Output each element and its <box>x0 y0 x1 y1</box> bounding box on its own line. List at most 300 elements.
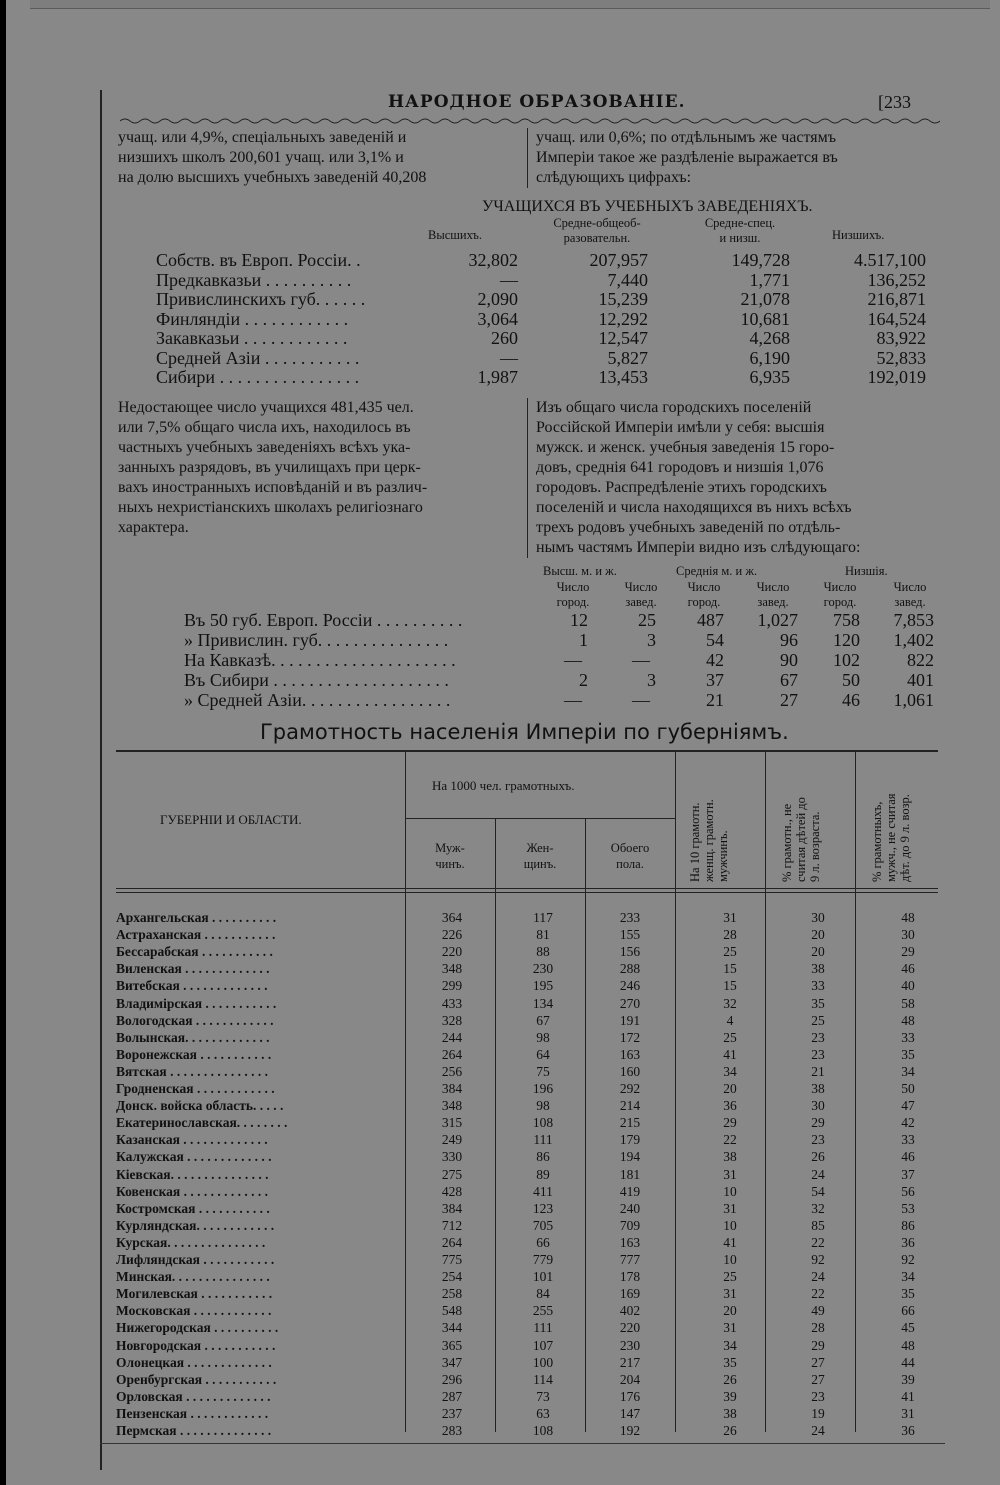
province-name: Гродненская . . . . . . . . . . . . <box>116 1081 275 1096</box>
text-line: Имперіи такое же раздѣленіе выражается въ <box>536 149 838 166</box>
text-line: учащ. или 0,6%; по отдѣльнымъ же частямъ <box>536 129 837 146</box>
table-cell: 22 <box>811 1234 825 1250</box>
table-cell: 260 <box>491 328 518 348</box>
table-cell: 6,935 <box>749 367 790 387</box>
table-row-label: Собств. въ Европ. Россіи. . <box>156 250 361 270</box>
province-name: Курляндская. . . . . . . . . . . . <box>116 1217 275 1233</box>
table-cell: 32 <box>811 1200 825 1216</box>
table-row-label: Сибири . . . . . . . . . . . . . . . . <box>156 367 360 387</box>
province-name: Могилевская . . . . . . . . . . . <box>116 1286 273 1302</box>
table-row-label: Закавказьи . . . . . . . . . . . . <box>156 328 348 348</box>
table-cell: — <box>564 690 582 710</box>
table-cell: 178 <box>619 1269 641 1285</box>
table-cell: 712 <box>441 1217 463 1233</box>
table-cell: 160 <box>619 1063 641 1079</box>
table-cell: 25 <box>811 1012 825 1028</box>
table-cell: 12,292 <box>598 308 648 329</box>
table-cell: 31 <box>723 1286 737 1302</box>
table-cell: 44 <box>901 1354 915 1370</box>
table-cell: 136,252 <box>867 269 926 290</box>
table-cell: 4,268 <box>749 328 790 348</box>
table-cell: 779 <box>532 1252 554 1267</box>
table-cell: 107 <box>532 1337 554 1353</box>
intro-right <box>536 128 838 188</box>
table-cell: 347 <box>441 1354 463 1370</box>
header-line: дѣт. до 9 л. возр. <box>898 794 912 882</box>
table-cell: 264 <box>441 1046 463 1062</box>
column-divider <box>527 128 528 188</box>
table-cell: 25 <box>723 944 737 960</box>
province-name: Донск. войска область. . . . . <box>116 1098 284 1114</box>
table-cell: 32 <box>723 995 737 1011</box>
col-ratio <box>688 799 730 882</box>
text-line: занныхъ разрядовъ, въ училищахъ при церк- <box>118 459 421 476</box>
province-name: Орловская . . . . . . . . . . . . . <box>116 1388 271 1404</box>
table-cell: 35 <box>723 1354 737 1370</box>
table-cell: 163 <box>619 1234 641 1250</box>
table-cell: 344 <box>441 1320 463 1336</box>
table-cell: 33 <box>811 978 825 994</box>
table-cell: 41 <box>723 1234 737 1250</box>
table-cell: — <box>632 690 650 710</box>
table-cell: 419 <box>619 1183 641 1199</box>
table-cell: 50 <box>842 670 860 690</box>
table-cell: 41 <box>723 1046 737 1062</box>
table-cell: 12,547 <box>598 328 648 348</box>
table-cell: 134 <box>532 995 554 1011</box>
province-name: Новгородская . . . . . . . . . . . <box>116 1337 276 1353</box>
table2-group-higher: Высш. м. и ж. <box>543 564 617 578</box>
table-cell: 255 <box>532 1303 554 1319</box>
text-line: Недостающее число учащихся 481,435 чел. <box>118 399 414 416</box>
table1-title: УЧАЩИХСЯ ВЪ УЧЕБНЫХЪ ЗАВЕДЕНІЯХЪ. <box>482 198 813 215</box>
table-cell: 48 <box>901 910 915 925</box>
text-line: вахъ иностранныхъ исповѣданій и въ различ- <box>118 479 428 496</box>
table-cell: 220 <box>441 944 463 960</box>
table-cell: 296 <box>441 1371 463 1387</box>
intro-left <box>118 128 426 188</box>
table-cell: 42 <box>901 1115 915 1131</box>
table-cell: 24 <box>811 1423 825 1438</box>
table-cell: 22 <box>723 1132 737 1148</box>
table-cell: 233 <box>619 910 641 925</box>
table-cell: 258 <box>441 1286 463 1302</box>
table2-group-secondary: Среднія м. и ж. <box>676 564 758 578</box>
table-cell: 81 <box>536 927 550 943</box>
table-row-label: » Средней Азіи. . . . . . . . . . . . . . . . . <box>184 690 451 710</box>
col-both: Обоего пола. <box>610 841 650 871</box>
header-line: 9 л. возраста. <box>808 811 822 882</box>
table-row-label: Финляндіи . . . . . . . . . . . . <box>156 308 349 329</box>
table2-group-lower: Низшія. <box>845 564 888 578</box>
table-cell: 39 <box>723 1388 737 1404</box>
table-cell: 35 <box>901 1286 915 1302</box>
text-line: поселеній и числа находящихся въ нихъ всѣхъ <box>536 499 852 516</box>
table-cell: 49 <box>811 1303 825 1319</box>
table-cell: 149,728 <box>731 250 790 270</box>
table-cell: 775 <box>441 1252 463 1267</box>
table-cell: 92 <box>811 1252 825 1267</box>
table-cell: 1 <box>579 630 588 650</box>
table1-col-lower: Низшихъ. <box>832 228 885 242</box>
table-cell: 6,190 <box>749 347 790 368</box>
table-cell: 54 <box>811 1183 825 1199</box>
table-row-label: Въ 50 губ. Европ. Россіи . . . . . . . . . . <box>184 610 463 630</box>
table-cell: 26 <box>811 1149 825 1165</box>
header-line: мужч., не считая <box>884 793 898 882</box>
table-cell: 226 <box>441 927 463 943</box>
table-cell: 38 <box>811 1081 825 1096</box>
literacy-head-rule-2 <box>116 892 938 893</box>
literacy-top-rule <box>116 750 938 752</box>
table-cell: 19 <box>811 1405 825 1421</box>
table-cell: 98 <box>536 1029 550 1045</box>
table-cell: 2,090 <box>477 289 518 309</box>
province-name: Владимірская . . . . . . . . . . . <box>116 995 277 1011</box>
table-cell: 29 <box>901 944 915 960</box>
table-cell: 111 <box>533 1320 553 1336</box>
book-page <box>100 70 945 1455</box>
table-cell: 758 <box>833 610 860 630</box>
table-cell: 264 <box>441 1234 463 1250</box>
table-cell: 13,453 <box>598 367 648 387</box>
table-cell: — <box>564 650 582 670</box>
table-cell: 487 <box>697 610 724 630</box>
table1-col-higher: Высшихъ. <box>428 228 482 242</box>
header-line: женщ. грамотн. <box>702 799 716 882</box>
table-cell: 31 <box>723 910 737 925</box>
table-cell: 100 <box>532 1354 554 1370</box>
header-line: На 10 грамотн. <box>688 802 702 882</box>
table-cell: 108 <box>532 1423 554 1438</box>
table-cell: 28 <box>723 927 737 943</box>
table-cell: 34 <box>901 1269 915 1285</box>
header-line: % грамотныхъ, <box>870 801 884 882</box>
table-cell: 3 <box>647 670 656 690</box>
table-cell: 195 <box>532 978 554 994</box>
table-cell: 101 <box>532 1269 554 1285</box>
table-cell: 1,771 <box>749 269 790 290</box>
province-name: Костромская . . . . . . . . . . . <box>116 1200 270 1216</box>
province-name: Пензенская . . . . . . . . . . . . <box>116 1405 269 1421</box>
text-line: трехъ родовъ учебныхъ заведеній по отдѣль- <box>536 519 841 536</box>
table-cell: 155 <box>619 927 641 943</box>
table-cell: 15,239 <box>598 289 648 309</box>
table-cell: 35 <box>901 1046 915 1062</box>
table-cell: 31 <box>723 1166 737 1182</box>
table-cell: 21,078 <box>740 289 790 309</box>
table-cell: 36 <box>901 1234 915 1250</box>
table-cell: 46 <box>842 690 860 710</box>
text-line: частныхъ учебныхъ заведеніяхъ всѣхъ ука- <box>118 439 411 456</box>
text-line: нымъ частямъ Имперіи видно изъ слѣдующаго: <box>536 539 861 556</box>
table-cell: 27 <box>780 690 798 710</box>
table-cell: 246 <box>619 978 641 994</box>
table-cell: 32,802 <box>468 250 518 270</box>
table-cell: 230 <box>532 961 554 977</box>
table-cell: 411 <box>533 1183 553 1199</box>
table-cell: 27 <box>811 1371 825 1387</box>
table-cell: 67 <box>536 1012 550 1028</box>
table-cell: 1,027 <box>757 610 798 630</box>
table-cell: 38 <box>723 1149 737 1165</box>
table-cell: 47 <box>901 1098 915 1114</box>
table-cell: 117 <box>533 910 553 925</box>
table-cell: 1,987 <box>477 367 518 387</box>
province-name: Воронежская . . . . . . . . . . . <box>116 1046 272 1062</box>
table-cell: 822 <box>907 650 934 670</box>
table-cell: 240 <box>619 1200 641 1216</box>
text-line: низшихъ школъ 200,601 учащ. или 3,1% и <box>118 149 404 166</box>
table-cell: 37 <box>901 1166 915 1182</box>
text-line: или 7,5% общаго числа ихъ, находилось въ <box>118 419 411 436</box>
table-cell: 27 <box>811 1354 825 1370</box>
table-cell: 220 <box>619 1320 641 1336</box>
table-cell: 29 <box>723 1115 737 1131</box>
text-line: городовъ. Распредѣленіе этихъ городскихъ <box>536 479 827 496</box>
table-cell: 86 <box>536 1149 550 1165</box>
table-cell: 20 <box>723 1303 737 1319</box>
table-cell: 48 <box>901 1012 915 1028</box>
col-pct-men <box>870 793 912 882</box>
province-name: Ковенская . . . . . . . . . . . . . <box>116 1183 268 1199</box>
table-cell: 287 <box>441 1388 463 1404</box>
col-divider <box>495 818 496 1432</box>
province-name: Калужская . . . . . . . . . . . . . <box>116 1149 272 1165</box>
table-cell: 45 <box>901 1320 915 1336</box>
table2-subheader: Число город. <box>556 580 590 609</box>
table-cell: 26 <box>723 1371 737 1387</box>
table-cell: 364 <box>441 910 463 925</box>
text-line: довъ, среднія 641 городовъ и низшія 1,076 <box>536 459 824 476</box>
table-cell: 66 <box>901 1303 915 1319</box>
table-cell: 172 <box>619 1029 641 1045</box>
table-cell: 169 <box>619 1286 641 1302</box>
table-cell: 401 <box>907 670 934 690</box>
province-name: Казанская . . . . . . . . . . . . . <box>116 1132 268 1148</box>
table-cell: 123 <box>532 1200 554 1216</box>
table-cell: 365 <box>441 1337 463 1353</box>
province-name: Олонецкая . . . . . . . . . . . . . <box>116 1354 272 1370</box>
table-cell: 90 <box>780 650 798 670</box>
table-cell: 29 <box>811 1337 825 1353</box>
table-cell: 41 <box>901 1388 915 1404</box>
table-cell: 192 <box>619 1423 641 1438</box>
table-cell: 73 <box>536 1388 550 1404</box>
table-cell: 20 <box>811 944 825 960</box>
table-cell: 30 <box>811 910 825 925</box>
table-cell: 147 <box>619 1405 641 1421</box>
province-name: Московская . . . . . . . . . . . . <box>116 1303 272 1319</box>
table-cell: 34 <box>723 1063 737 1079</box>
table-cell: 4.517,100 <box>854 250 926 270</box>
table-row-label: Въ Сибири . . . . . . . . . . . . . . . . . . . . <box>184 670 449 690</box>
table-cell: 34 <box>723 1337 737 1353</box>
table-cell: 29 <box>811 1115 825 1131</box>
table-cell: 20 <box>811 927 825 943</box>
col-divider <box>855 752 856 1432</box>
table-cell: 36 <box>723 1098 737 1114</box>
table-cell: 88 <box>536 944 550 960</box>
literacy-group-rule <box>405 818 675 819</box>
table-cell: 25 <box>723 1269 737 1285</box>
table-cell: 256 <box>441 1063 463 1079</box>
text-line: мужск. и женск. учебныя заведенія 15 горо- <box>536 439 835 456</box>
table-cell: 89 <box>536 1166 550 1182</box>
province-name: Волынская. . . . . . . . . . . . . <box>116 1029 270 1045</box>
table-cell: 237 <box>441 1405 463 1421</box>
col-group: На 1000 чел. грамотныхъ. <box>432 778 575 793</box>
table-cell: 33 <box>901 1029 915 1045</box>
table-cell: 56 <box>901 1183 915 1199</box>
table-cell: 30 <box>811 1098 825 1114</box>
table-cell: 216,871 <box>867 289 926 309</box>
text-line: на долю высшихъ учебныхъ заведеній 40,208 <box>118 169 427 186</box>
table-cell: 548 <box>441 1303 463 1319</box>
table-cell: 3,064 <box>477 308 518 329</box>
col-region: ГУБЕРНІИ И ОБЛАСТИ. <box>160 812 302 827</box>
page-title: НАРОДНОЕ ОБРАЗОВАНІЕ. <box>388 92 686 112</box>
province-name: Минская. . . . . . . . . . . . . . . <box>116 1269 270 1285</box>
province-name: Астраханская . . . . . . . . . . . <box>116 927 276 943</box>
table-cell: 111 <box>533 1132 553 1148</box>
table-cell: 37 <box>706 670 724 690</box>
table-cell: 428 <box>441 1183 463 1199</box>
table-cell: 214 <box>619 1098 641 1114</box>
table-row-label: Привислинскихъ губ. . . . . . <box>156 289 366 309</box>
table1-col-secondary: Средне-общеоб- разовательн. <box>553 216 641 245</box>
table-cell: 22 <box>811 1286 825 1302</box>
table-cell: 270 <box>619 995 641 1011</box>
mid-left <box>118 398 427 538</box>
table-cell: 207,957 <box>589 250 648 270</box>
table-cell: 23 <box>811 1046 825 1062</box>
table-cell: 402 <box>619 1303 641 1319</box>
table-cell: 10 <box>723 1217 737 1233</box>
table-cell: 192,019 <box>867 367 926 387</box>
text-line: учащ. или 4,9%, спеціальныхъ заведеній и <box>118 129 407 146</box>
table-cell: 114 <box>533 1371 553 1387</box>
table-cell: — <box>500 347 518 368</box>
table-cell: — <box>632 650 650 670</box>
table-cell: 299 <box>441 978 463 994</box>
table-cell: 4 <box>726 1012 734 1028</box>
page-frame-bottom <box>100 1443 945 1444</box>
table-cell: 25 <box>723 1029 737 1045</box>
scan-edge-top <box>30 0 990 9</box>
table-cell: 26 <box>723 1423 737 1438</box>
table-cell: 120 <box>833 630 860 650</box>
text-line: Изъ общаго числа городскихъ поселеній <box>536 399 812 416</box>
province-name: Бессарабская . . . . . . . . . . . <box>116 944 273 960</box>
table-cell: 63 <box>536 1405 550 1421</box>
table-cell: 5,827 <box>607 347 648 368</box>
table-cell: 384 <box>441 1200 463 1216</box>
table-cell: 30 <box>901 927 915 943</box>
table-cell: 66 <box>536 1234 550 1250</box>
table1-col-special: Средне-спец. и низш. <box>704 216 776 245</box>
table-cell: 48 <box>901 1337 915 1353</box>
header-line: % грамотн., не <box>780 803 794 882</box>
table-cell: 31 <box>723 1200 737 1216</box>
table-cell: 7,440 <box>607 269 648 290</box>
table-cell: 53 <box>901 1200 915 1216</box>
literacy-head-rule <box>116 888 938 889</box>
table-cell: 328 <box>441 1012 463 1028</box>
table2-subheader: Число город. <box>823 580 857 609</box>
table-cell: 7,853 <box>893 610 934 630</box>
table-cell: 283 <box>441 1423 463 1438</box>
text-line: слѣдующихъ цифрахъ: <box>536 169 692 186</box>
col-divider <box>675 752 676 1432</box>
table-cell: 2 <box>579 670 588 690</box>
table-row-label: Средней Азіи . . . . . . . . . . . <box>156 347 360 368</box>
table-cell: 108 <box>532 1115 554 1131</box>
table-cell: 83,922 <box>876 328 926 348</box>
table-row-label: Предкавказьи . . . . . . . . . . <box>156 269 352 290</box>
table-cell: 163 <box>619 1046 641 1062</box>
table-cell: 46 <box>901 961 915 977</box>
table-cell: 777 <box>619 1252 641 1267</box>
table-cell: 84 <box>536 1286 550 1302</box>
scan-edge-left <box>0 0 6 1485</box>
table-cell: 3 <box>647 630 656 650</box>
table-cell: 28 <box>811 1320 825 1336</box>
province-name: Кіевская. . . . . . . . . . . . . . . <box>116 1166 269 1182</box>
text-line: характера. <box>118 519 189 536</box>
column-divider <box>527 398 528 558</box>
province-name: Лифляндская . . . . . . . . . . . <box>116 1252 275 1267</box>
table-cell: 191 <box>619 1012 641 1028</box>
province-name: Вологодская . . . . . . . . . . . . <box>116 1012 274 1028</box>
mid-right <box>536 398 860 558</box>
province-name: Вятская . . . . . . . . . . . . . . . <box>116 1063 268 1079</box>
table-row-label: На Кавказѣ. . . . . . . . . . . . . . . . . . . . . <box>184 650 456 670</box>
table-cell: — <box>500 269 518 290</box>
table-cell: 42 <box>706 650 724 670</box>
table-cell: 50 <box>901 1081 915 1096</box>
table-cell: 194 <box>619 1149 641 1165</box>
province-name: Нижегородская . . . . . . . . . . <box>116 1320 279 1336</box>
table-cell: 92 <box>901 1252 915 1267</box>
table-cell: 39 <box>901 1371 915 1387</box>
table-cell: 25 <box>638 610 656 630</box>
table2-subheader: Число город. <box>687 580 721 609</box>
table-cell: 21 <box>811 1063 825 1079</box>
table-cell: 705 <box>532 1217 554 1233</box>
col-men: Муж- чинъ. <box>435 841 465 871</box>
table-cell: 24 <box>811 1166 825 1182</box>
table-cell: 384 <box>441 1081 463 1096</box>
table-cell: 15 <box>723 978 737 994</box>
table-cell: 34 <box>901 1063 915 1079</box>
table-cell: 46 <box>901 1149 915 1165</box>
table-cell: 58 <box>901 995 915 1011</box>
table-cell: 230 <box>619 1337 641 1353</box>
literacy-title: Грамотность населенія Имперіи по губерніямъ. <box>260 720 789 744</box>
table-cell: 288 <box>619 961 641 977</box>
table-cell: 98 <box>536 1098 550 1114</box>
page-frame-left <box>100 90 102 1470</box>
header-line: мужчинъ. <box>716 830 730 882</box>
table-cell: 23 <box>811 1029 825 1045</box>
table-cell: 348 <box>441 1098 463 1114</box>
province-name: Оренбургская . . . . . . . . . . . <box>116 1371 277 1387</box>
table-cell: 348 <box>441 961 463 977</box>
table-cell: 54 <box>706 630 724 650</box>
table-cell: 709 <box>619 1217 641 1233</box>
table-cell: 85 <box>811 1217 825 1233</box>
